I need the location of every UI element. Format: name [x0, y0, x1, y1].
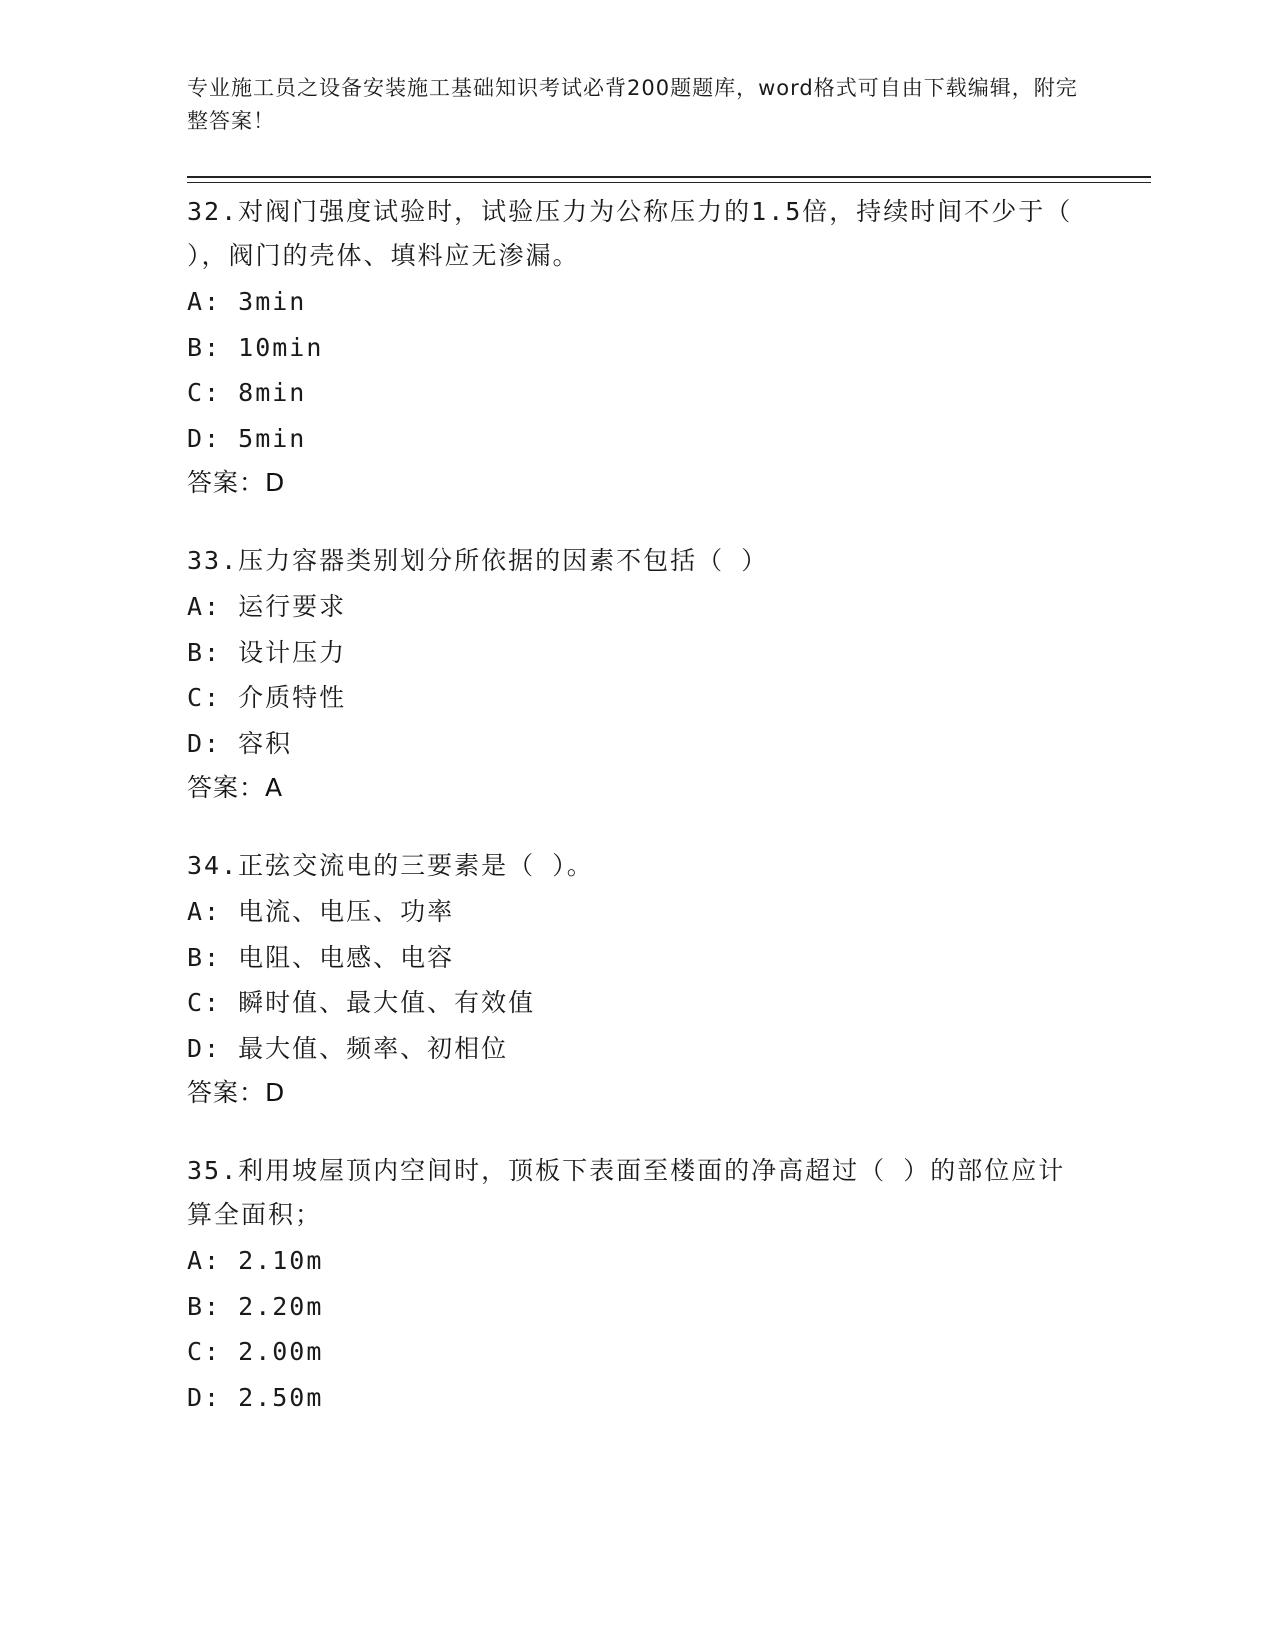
question-33 [187, 539, 1087, 810]
option-c: C: 瞬时值、最大值、有效值 [187, 988, 536, 1017]
question-32 [187, 190, 1087, 505]
header-divider [187, 176, 1151, 183]
option-a: A: 运行要求 [187, 592, 347, 621]
option-d: D: 容积 [187, 728, 293, 758]
option-b: B: 电阻、电感、电容 [187, 942, 455, 972]
option-b: B: 设计压力 [187, 637, 347, 667]
question-34 [187, 844, 1087, 1115]
answer: 答案：D [187, 468, 286, 497]
option-b: B: 10min [187, 332, 324, 362]
question-list [187, 190, 1087, 1454]
answer: 答案：D [187, 1078, 286, 1107]
option-c: C: 8min [187, 378, 307, 407]
answer: 答案：A [187, 773, 284, 802]
option-c: C: 介质特性 [187, 683, 347, 712]
question-stem: 34.正弦交流电的三要素是（ ）。 [187, 851, 594, 880]
question-35 [187, 1149, 1087, 1420]
question-stem: 33.压力容器类别划分所依据的因素不包括（ ） [187, 546, 769, 575]
option-a: A: 电流、电压、功率 [187, 897, 455, 926]
option-c: C: 2.00m [187, 1337, 324, 1366]
option-d: D: 最大值、频率、初相位 [187, 1033, 509, 1063]
question-stem: 32.对阀门强度试验时，试验压力为公称压力的1.5倍，持续时间不少于（ ），阀门的壳体、填料应无渗漏。 [187, 197, 1073, 270]
option-a: A: 3min [187, 287, 307, 316]
option-b: B: 2.20m [187, 1291, 324, 1321]
question-stem: 35.利用坡屋顶内空间时，顶板下表面至楼面的净高超过（ ）的部位应计算全面积； [187, 1156, 1066, 1229]
option-a: A: 2.10m [187, 1246, 324, 1275]
option-d: D: 2.50m [187, 1382, 324, 1412]
option-d: D: 5min [187, 423, 307, 453]
document-header: 专业施工员之设备安装施工基础知识考试必背200题题库，word格式可自由下载编辑，附完整答案！ [187, 76, 1078, 133]
